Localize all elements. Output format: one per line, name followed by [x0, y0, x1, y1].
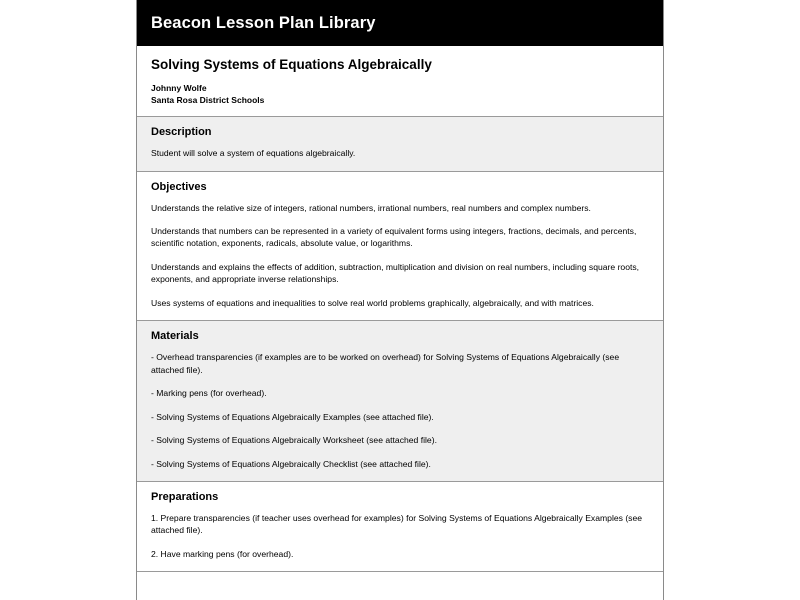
lesson-sections [137, 117, 663, 572]
section-body [137, 482, 663, 571]
section-paragraph: Understands and explains the effects of addition, subtraction, multiplication and division on real numbers, including square roots, exponents, and appropriate inverse relationships. [151, 261, 640, 285]
section-paragraph: 2. Have marking pens (for overhead). [151, 548, 294, 559]
section-paragraph: Understands the relative size of integers, rational numbers, irrational numbers, real numbers and complex numbers. [151, 202, 591, 213]
lesson-title: Solving Systems of Equations Algebraically [151, 57, 432, 72]
section-paragraph: - Solving Systems of Equations Algebraically Worksheet (see attached file). [151, 435, 437, 446]
page-title-bar [137, 0, 663, 46]
lesson-header [137, 46, 663, 117]
section-paragraph: Uses systems of equations and inequalities to solve real world problems graphically, algebraically, and with matrices. [151, 297, 594, 308]
section-heading: Preparations [151, 491, 219, 504]
section-heading: Objectives [151, 180, 207, 193]
section-paragraph: - Marking pens (for overhead). [151, 388, 267, 399]
section-body [137, 172, 663, 321]
lesson-section [137, 482, 663, 572]
page-title: Beacon Lesson Plan Library [151, 13, 376, 32]
document-page [136, 0, 664, 600]
section-paragraph: 1. Prepare transparencies (if teacher uses overhead for examples) for Solving Systems of Equations Algebraically Examples (see attached file). [151, 513, 643, 536]
lesson-author: Johnny Wolfe [151, 83, 207, 94]
lesson-section [137, 117, 663, 171]
section-paragraph: - Solving Systems of Equations Algebraically Checklist (see attached file). [151, 458, 431, 469]
section-body [137, 321, 663, 481]
lesson-organization: Santa Rosa District Schools [151, 94, 265, 105]
section-paragraph: - Overhead transparencies (if examples are to be worked on overhead) for Solving Systems of Equations Algebraically (see attached file). [151, 352, 620, 375]
section-paragraph: - Solving Systems of Equations Algebraically Examples (see attached file). [151, 411, 434, 422]
lesson-section [137, 172, 663, 322]
lesson-section [137, 321, 663, 482]
section-heading: Materials [151, 330, 199, 343]
section-paragraph: Understands that numbers can be represented in a variety of equivalent forms using integers, fractions, decimals, and percents, scientific notation, exponents, radicals, absolute value, or logarithms. [151, 226, 637, 249]
section-body [137, 117, 663, 170]
section-heading: Description [151, 126, 212, 139]
section-paragraph: Student will solve a system of equations algebraically. [151, 148, 356, 159]
